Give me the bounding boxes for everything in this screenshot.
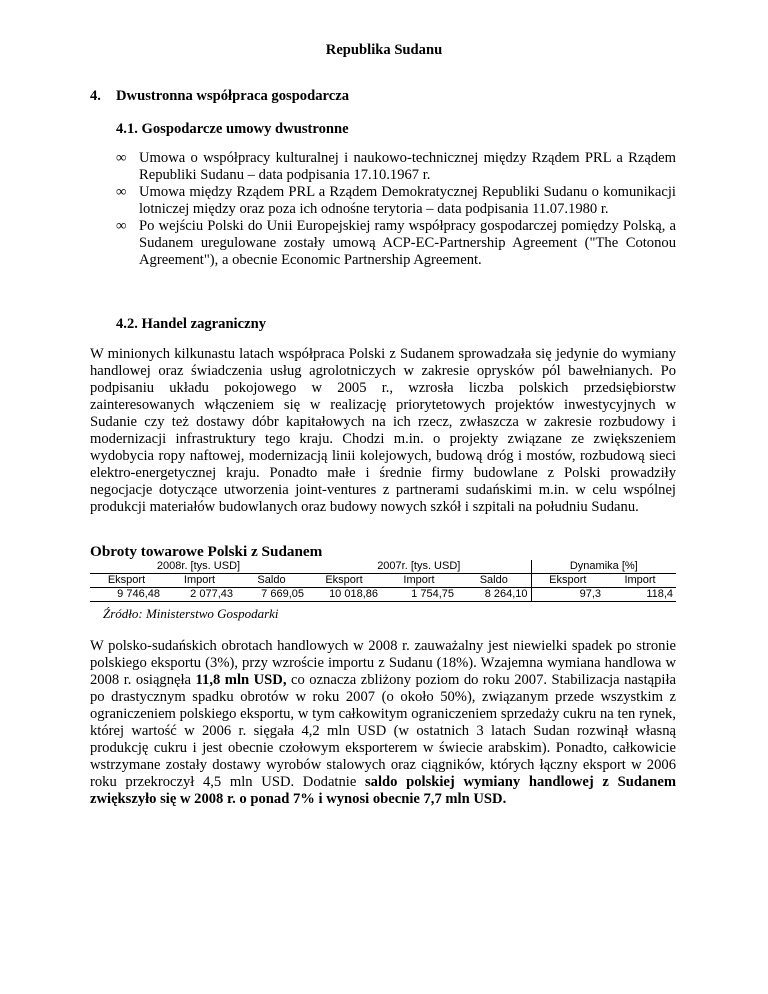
table-title: Obroty towarowe Polski z Sudanem [90, 543, 323, 560]
table-cell: 9 746,48 [90, 588, 163, 602]
trade-table [90, 560, 676, 602]
list-item: ∞ Umowa między Rządem PRL a Rządem Demokratycznej Republiki Sudanu o komunikacji lotniczej między oraz poza ich odnośne terytoria – data podpisania 11.07.1980 r. [116, 184, 676, 217]
column-header: Import [604, 574, 676, 588]
subsection-heading-agreements: 4.1. Gospodarcze umowy dwustronne [116, 121, 349, 137]
table-group-row [90, 560, 676, 574]
subsection-heading-trade: 4.2. Handel zagraniczny [116, 316, 266, 332]
agreements-list [116, 150, 676, 269]
table-header-row [90, 574, 676, 588]
column-header: Import [163, 574, 236, 588]
infinity-bullet-icon: ∞ [116, 218, 127, 234]
column-header: Eksport [531, 574, 604, 588]
column-header: Eksport [90, 574, 163, 588]
column-header: Eksport [307, 574, 381, 588]
group-2007: 2007r. [tys. USD] [307, 560, 531, 574]
table-row [90, 588, 676, 602]
section-number: 4. [90, 88, 101, 104]
group-2008: 2008r. [tys. USD] [90, 560, 307, 574]
table-cell: 10 018,86 [307, 588, 381, 602]
infinity-bullet-icon: ∞ [116, 150, 127, 166]
table-cell: 8 264,10 [457, 588, 531, 602]
table-cell: 97,3 [531, 588, 604, 602]
bold-balance-text: saldo polskiej wymiany handlowej z Sudanem zwiększyło się w 2008 r. o ponad 7% i wynosi obecnie 7,7 mln USD. [90, 774, 676, 807]
trade-summary-paragraph: W polsko-sudańskich obrotach handlowych w 2008 r. zauważalny jest niewielki spadek po stronie polskiego eksportu (3%), przy wzroście importu z Sudanu (18%). Wzajemna wymiana handlowa w 2008 r. osiągnęła 11,8 mln USD, co oznacza zbliżony poziom do roku 2007. Stabilizacja nastąpiła po drastycznym spadku obrotów w roku 2007 (o około 50%), związanym przede wszystkim z ograniczeniem polskiego eksportu, w tym całkowitym ograniczeniem sprzedaży cukru na ten rynek, której wartość w 2006 r. sięgała 4,2 mln USD (w ostatnich 3 latach Sudan rozwinął własną produkcję cukru i jest obecnie czołowym eksporterem w świecie arabskim). Ponadto, całkowicie wstrzymane zostały dostawy wyrobów stalowych oraz ciągników, których łączny eksport w 2006 roku przekroczył 4,5 mln USD. Dodatnie saldo polskiej wymiany handlowej z Sudanem zwiększyło się w 2008 r. o ponad 7% i wynosi obecnie 7,7 mln USD. [90, 638, 676, 807]
bold-trade-volume: 11,8 mln USD, [195, 672, 287, 688]
table-cell: 7 669,05 [236, 588, 307, 602]
column-header: Saldo [236, 574, 307, 588]
table-source: Źródło: Ministerstwo Gospodarki [103, 606, 279, 621]
section-title: Dwustronna współpraca gospodarcza [116, 88, 349, 104]
infinity-bullet-icon: ∞ [116, 184, 127, 200]
group-dynamics: Dynamika [%] [531, 560, 676, 574]
column-header: Saldo [457, 574, 531, 588]
table-cell: 118,4 [604, 588, 676, 602]
list-item: ∞ Umowa o współpracy kulturalnej i naukowo-technicznej między Rządem PRL a Rządem Republiki Sudanu – data podpisania 17.10.1967 r. [116, 150, 676, 183]
trade-paragraph: W minionych kilkunastu latach współpraca Polski z Sudanem sprowadzała się jedynie do wymiany handlowej oraz świadczenia usług agrolotniczych w zakresie oprysków pól bawełnianych. Po podpisaniu układu pokojowego w 2005 r., wzrosła liczba polskich przedsiębiorstw zainteresowanych włączeniem się w realizację priorytetowych projektów inwestycyjnych w Sudanie czy też dostawy dóbr kapitałowych na ich rzecz, zwłaszcza w zakresie rozbudowy i modernizacji infrastruktury tego kraju. Chodzi m.in. o projekty związane ze zwiększeniem wydobycia ropy naftowej, modernizacją linii kolejowych, budową dróg i mostów, rozbudową sieci elektro-energetycznej kraju. Ponadto małe i średnie firmy budowlane z Polski prowadziły negocjacje dotyczące utworzenia joint-ventures z partnerami sudańskimi m.in. w celu wspólnej produkcji materiałów budowlanych oraz budowy nowych szkół i szpitali na południu Sudanu. [90, 346, 676, 515]
page-header: Republika Sudanu [325, 42, 443, 58]
table-cell: 2 077,43 [163, 588, 236, 602]
list-item: ∞ Po wejściu Polski do Unii Europejskiej ramy współpracy gospodarczej pomiędzy Polską, a Sudanem uregulowane zostały umową ACP-EC-Partnership Agreement ("The Cotonou Agreement"), a obecnie Economic Partnership Agreement. [116, 218, 676, 268]
column-header: Import [381, 574, 457, 588]
section-heading [90, 88, 349, 105]
table-cell: 1 754,75 [381, 588, 457, 602]
